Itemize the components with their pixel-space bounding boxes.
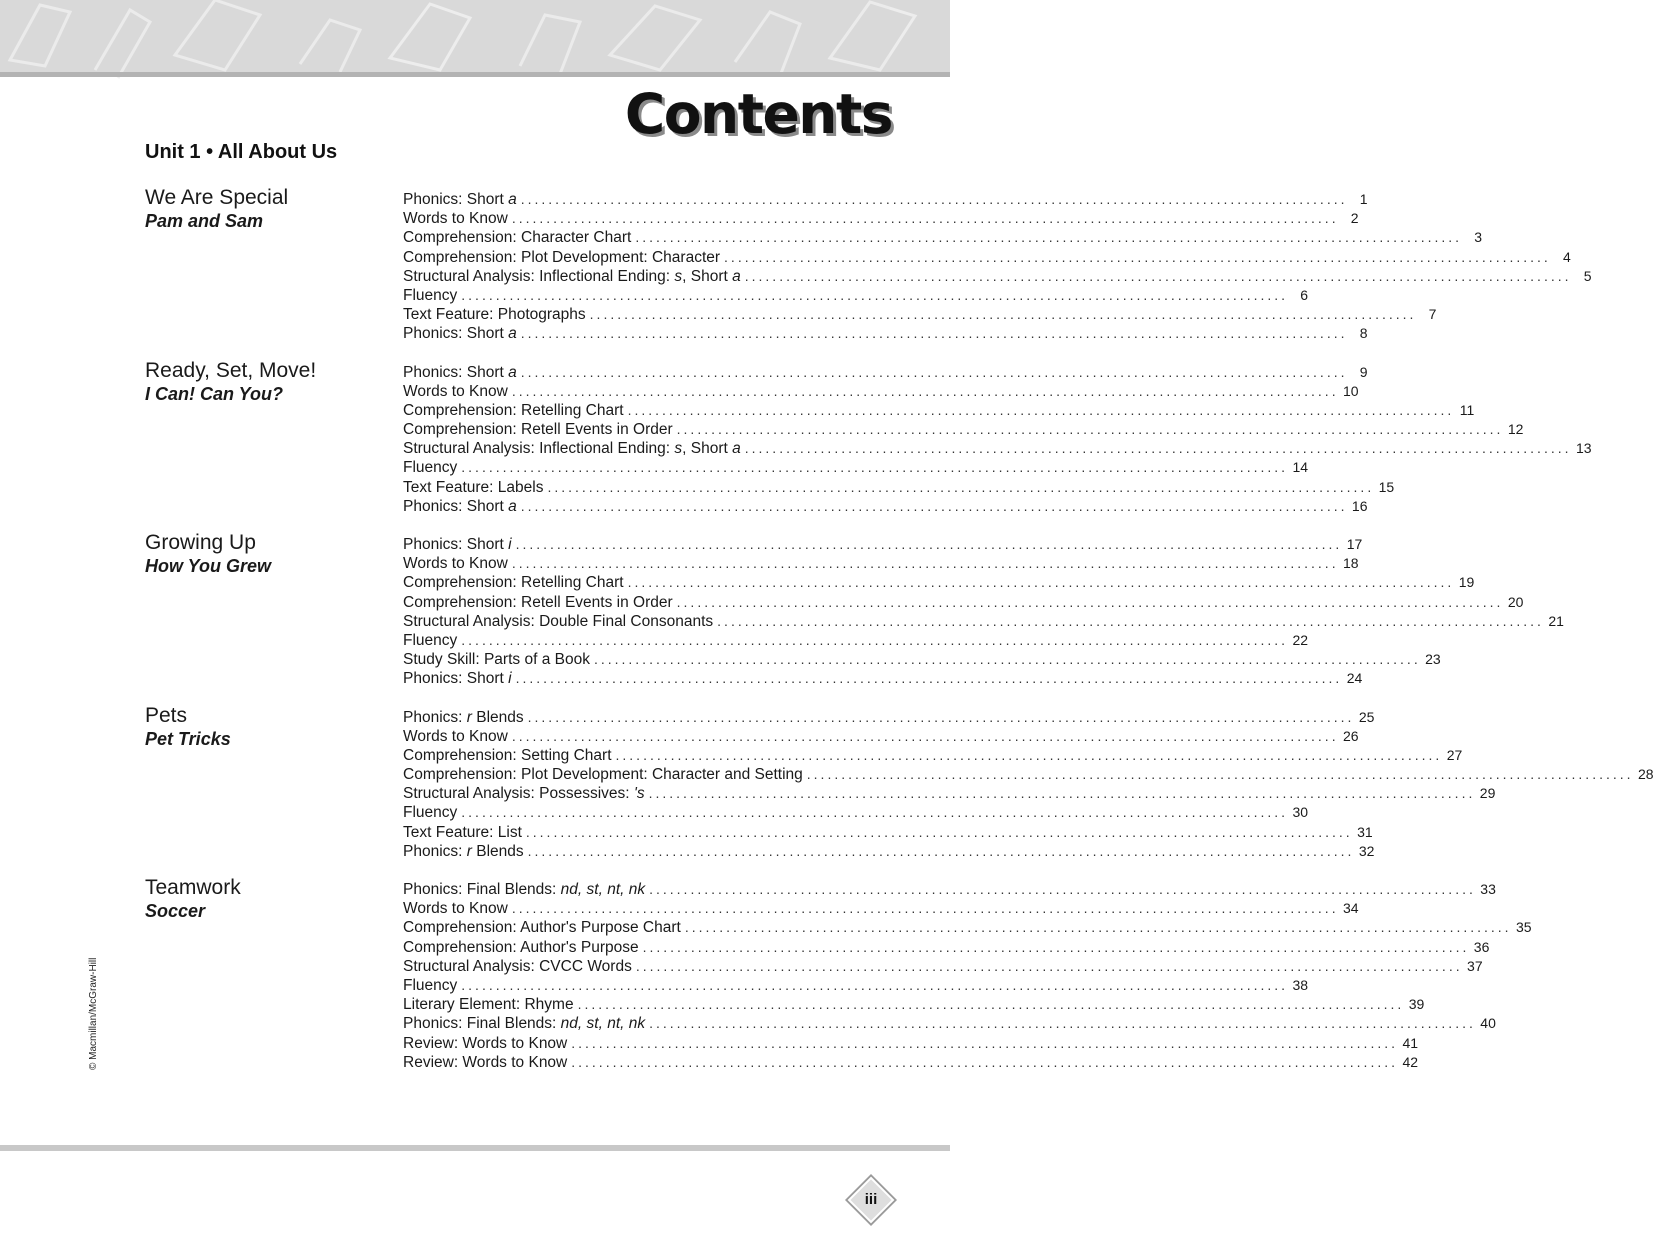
entry-label-text: Fluency: [403, 631, 458, 649]
entry-page-number: 8: [1359, 325, 1368, 342]
entry-label: [403, 650, 590, 669]
contents-entry: [403, 228, 1483, 247]
contents-entry: [403, 401, 1475, 420]
dot-leader: ........................................................................................................................: [717, 612, 1544, 629]
contents-entry: [403, 478, 1395, 497]
section-header: [145, 531, 395, 577]
entry-page-number: 20: [1507, 593, 1524, 610]
contents-entry: [403, 1014, 1496, 1033]
entry-list: [403, 708, 1654, 862]
entry-page-number: 25: [1358, 708, 1375, 725]
contents-entry: [403, 708, 1375, 727]
dot-leader: ........................................................................................................................: [525, 823, 1353, 840]
contents-section: [145, 531, 1564, 704]
entry-label: [403, 1014, 645, 1033]
entry-label-text: Phonics: Short: [403, 363, 509, 381]
entry-label: [403, 746, 612, 765]
entry-label-italic: nd, st, nt, nk: [560, 881, 646, 898]
contents-entry: [403, 995, 1425, 1014]
entry-label-text: Review: Words to Know: [403, 1053, 568, 1071]
entry-label-text: Comprehension: Retell Events in Order: [403, 421, 673, 439]
entry-label-italic: r: [466, 708, 472, 726]
entry-page-number: 17: [1346, 536, 1363, 552]
entry-label-text: Comprehension: Character Chart: [403, 229, 632, 247]
entry-label-text: Phonics: Short: [403, 536, 509, 553]
entry-label-text: Structural Analysis: Inflectional Ending:: [403, 440, 675, 458]
entry-label-text: Structural Analysis: Inflectional Ending:: [403, 267, 675, 285]
contents-entry: [403, 267, 1592, 286]
entry-label: [403, 439, 741, 458]
section-title: Growing Up: [145, 531, 256, 554]
entry-label-text: Phonics: Short: [403, 325, 509, 343]
dot-leader: ........................................................................................................................: [684, 919, 1512, 936]
dot-leader: ........................................................................................................................: [627, 401, 1455, 418]
entry-page-number: 36: [1473, 938, 1490, 955]
entry-page-number: 34: [1343, 900, 1359, 917]
entry-page-number: 33: [1480, 881, 1496, 897]
dot-leader: ........................................................................................................................: [589, 306, 1417, 323]
entry-label-text: Phonics: Final Blends:: [403, 881, 561, 898]
entry-label: [403, 593, 673, 612]
entry-label: [403, 995, 574, 1014]
dot-leader: ........................................................................................................................: [547, 478, 1375, 495]
entry-label-italic: 's: [633, 785, 645, 803]
entry-label-text: Phonics: Short: [403, 497, 509, 515]
entry-label-italic: a: [508, 191, 517, 208]
contents-entry: [403, 880, 1496, 899]
contents-entry: [403, 458, 1309, 477]
section-header: [145, 876, 395, 922]
dot-leader: ........................................................................................................................: [520, 325, 1348, 342]
entry-page-number: 31: [1357, 823, 1373, 840]
story-title: Pet Tricks: [145, 728, 231, 749]
dot-leader: ........................................................................................................................: [461, 804, 1289, 821]
entry-list: [403, 363, 1592, 517]
entry-label: [403, 190, 517, 209]
dot-leader: ........................................................................................................................: [676, 421, 1504, 438]
dot-leader: ........................................................................................................................: [642, 938, 1470, 955]
entry-label-text: Text Feature: Labels: [403, 478, 544, 496]
dot-leader: ........................................................................................................................: [571, 1053, 1399, 1070]
entry-page-number: 35: [1516, 919, 1532, 936]
entry-page-number: 6: [1300, 286, 1309, 303]
contents-entry: [403, 784, 1496, 803]
dot-leader: ........................................................................................................................: [744, 267, 1572, 284]
contents-entry: [403, 727, 1359, 746]
entry-label: [403, 727, 508, 746]
page-number-badge: [843, 1172, 899, 1228]
entry-page-number: 21: [1548, 612, 1564, 629]
entry-label-text: Fluency: [403, 286, 458, 304]
contents-entry: [403, 382, 1359, 401]
entry-label-text: Comprehension: Retelling Chart: [403, 401, 624, 419]
entry-page-number: 29: [1479, 785, 1496, 802]
contents-entry: [403, 631, 1309, 650]
story-title: I Can! Can You?: [145, 383, 284, 404]
entry-page-number: 24: [1346, 670, 1363, 687]
banner-divider: [0, 72, 950, 77]
entry-page-number: 13: [1575, 440, 1592, 457]
entry-page-number: 16: [1351, 497, 1368, 514]
contents-entry: [403, 497, 1368, 516]
dot-leader: ........................................................................................................................: [577, 996, 1405, 1013]
dot-leader: ........................................................................................................................: [520, 497, 1348, 514]
entry-label: [403, 842, 524, 861]
dot-leader: ........................................................................................................................: [461, 459, 1289, 476]
copyright-notice: © Macmillan/McGraw-Hill: [88, 957, 99, 1070]
entry-page-number: 30: [1292, 804, 1309, 821]
dot-leader: ........................................................................................................................: [511, 555, 1339, 572]
contents-entry: [403, 324, 1368, 343]
entry-label: [403, 478, 543, 497]
entry-page-number: 2: [1350, 210, 1359, 227]
dot-leader: ........................................................................................................................: [649, 1015, 1476, 1032]
section-header: [145, 186, 395, 232]
dot-leader: ........................................................................................................................: [744, 440, 1572, 457]
entry-label-text: Comprehension: Author's Purpose: [403, 938, 639, 956]
entry-page-number: 19: [1458, 574, 1475, 591]
entry-label-text: , Short: [682, 440, 733, 458]
entry-label: [403, 305, 586, 324]
entry-label-text: Study Skill: Parts of a Book: [403, 651, 590, 669]
entry-page-number: 32: [1358, 842, 1375, 859]
section-title: Pets: [145, 703, 188, 727]
contents-entry: [403, 823, 1373, 842]
dot-leader: ........................................................................................................................: [676, 593, 1504, 610]
entry-label-text: Structural Analysis: Possessives:: [403, 785, 634, 803]
entry-page-number: 18: [1343, 555, 1359, 572]
entry-page-number: 10: [1343, 382, 1359, 399]
entry-label-italic: nd, st, nt, nk: [560, 1015, 646, 1033]
entry-label-text: Structural Analysis: Double Final Consonants: [403, 612, 714, 630]
dot-leader: ........................................................................................................................: [461, 976, 1289, 993]
contents-entry: [403, 899, 1359, 918]
entry-label: [403, 382, 508, 401]
entry-label: [403, 420, 673, 439]
entry-label-text: Comprehension: Author's Purpose Chart: [403, 919, 681, 937]
dot-leader: ........................................................................................................................: [627, 574, 1455, 591]
contents-entry: [403, 420, 1524, 439]
entry-page-number: 14: [1292, 459, 1309, 476]
dot-leader: ........................................................................................................................: [649, 881, 1476, 897]
contents-entry: [403, 1053, 1419, 1072]
entry-label: [403, 458, 457, 477]
entry-label: [403, 784, 645, 803]
contents-entry: [403, 957, 1483, 976]
entry-label-text: Phonics: Short: [403, 191, 509, 208]
top-banner: [0, 0, 950, 72]
entry-label: [403, 401, 624, 420]
entry-label-text: Phonics: Short: [403, 670, 509, 688]
entry-label-text: Text Feature: List: [403, 823, 522, 841]
contents-section: [145, 876, 1532, 1071]
entry-label: [403, 1053, 567, 1072]
entry-label-text: Structural Analysis: CVCC Words: [403, 957, 632, 975]
contents-entry: [403, 650, 1441, 669]
page-number: iii: [864, 1191, 878, 1208]
entry-label-italic: s: [674, 440, 683, 458]
dot-leader: ........................................................................................................................: [527, 708, 1355, 725]
dot-leader: ........................................................................................................................: [520, 191, 1348, 207]
contents-entry: [403, 209, 1359, 228]
entry-label-text: Comprehension: Setting Chart: [403, 746, 612, 764]
contents-section: [145, 358, 1592, 532]
contents-entry: [403, 286, 1309, 305]
entry-page-number: 12: [1507, 421, 1524, 438]
contents-entry: [403, 363, 1368, 382]
entry-label: [403, 612, 713, 631]
entry-label: [403, 573, 624, 592]
dot-leader: ........................................................................................................................: [511, 900, 1339, 917]
contents-entry: [403, 976, 1309, 995]
entry-list: [403, 535, 1564, 689]
entry-label: [403, 708, 524, 727]
entry-page-number: 38: [1292, 976, 1309, 993]
entry-page-number: 37: [1467, 957, 1483, 974]
entry-page-number: 11: [1459, 401, 1475, 418]
entry-label-italic: i: [508, 536, 512, 553]
entry-page-number: 23: [1425, 651, 1441, 668]
entry-label-text: Comprehension: Retelling Chart: [403, 574, 624, 592]
dot-leader: ........................................................................................................................: [635, 229, 1463, 246]
entry-label: [403, 899, 508, 918]
entry-label-text: Comprehension: Plot Development: Character: [403, 248, 721, 266]
entry-label-text: Review: Words to Know: [403, 1034, 568, 1052]
entry-label-italic: a: [732, 440, 741, 458]
dot-leader: ........................................................................................................................: [635, 957, 1463, 974]
entry-page-number: 22: [1292, 631, 1309, 648]
entry-page-number: 3: [1474, 229, 1483, 246]
entry-page-number: 27: [1446, 746, 1463, 763]
entry-label: [403, 267, 741, 286]
dot-leader: ........................................................................................................................: [571, 1034, 1399, 1051]
entry-label-text: Fluency: [403, 976, 458, 994]
entry-label-italic: a: [508, 325, 517, 343]
entry-label: [403, 209, 508, 228]
contents-entry: [403, 535, 1363, 554]
footer-divider: [0, 1145, 950, 1151]
contents-entry: [403, 918, 1532, 937]
entry-label-text: Text Feature: Photographs: [403, 306, 586, 324]
contents-section: [145, 703, 1654, 877]
entry-label-text: Literary Element: Rhyme: [403, 996, 574, 1014]
entry-list: [403, 190, 1592, 344]
story-title: Pam and Sam: [145, 211, 264, 231]
entry-label-text: Words to Know: [403, 555, 508, 573]
dot-leader: ........................................................................................................................: [527, 842, 1355, 859]
section-title: Teamwork: [145, 876, 241, 899]
entry-label: [403, 286, 457, 305]
dot-leader: ........................................................................................................................: [461, 286, 1289, 303]
entry-label: [403, 1034, 567, 1053]
entry-page-number: 9: [1359, 363, 1368, 380]
entry-label-text: Fluency: [403, 459, 458, 477]
entry-page-number: 7: [1428, 306, 1437, 323]
contents-entry: [403, 305, 1437, 324]
dot-leader: ........................................................................................................................: [511, 727, 1339, 744]
dot-leader: ........................................................................................................................: [724, 248, 1551, 265]
contents-entry: [403, 669, 1363, 688]
entry-label: [403, 363, 517, 382]
entry-label-text: Words to Know: [403, 900, 508, 918]
entry-label: [403, 957, 632, 976]
unit-heading: Unit 1 • All About Us: [145, 141, 338, 163]
contents-entry: [403, 190, 1368, 209]
entry-label-text: Words to Know: [403, 382, 508, 400]
dot-leader: ........................................................................................................................: [648, 785, 1476, 802]
school-supplies-pattern-icon: [0, 0, 950, 72]
entry-label-text: Comprehension: Plot Development: Character and Setting: [403, 766, 803, 784]
entry-label-italic: a: [508, 497, 517, 515]
entry-label-text: Comprehension: Retell Events in Order: [403, 593, 673, 611]
entry-label-text: Fluency: [403, 804, 458, 822]
entry-page-number: 40: [1480, 1015, 1496, 1032]
entry-page-number: 26: [1343, 727, 1359, 744]
contents-entry: [403, 554, 1359, 573]
contents-entry: [403, 765, 1654, 784]
entry-label-text: Words to Know: [403, 210, 508, 228]
entry-label-text: Words to Know: [403, 727, 508, 745]
entry-page-number: 42: [1402, 1053, 1419, 1070]
dot-leader: ........................................................................................................................: [511, 382, 1339, 399]
story-title: Soccer: [145, 901, 206, 921]
entry-label: [403, 765, 803, 784]
contents-entry: [403, 746, 1463, 765]
entry-label-italic: r: [466, 842, 472, 860]
entry-list: [403, 880, 1532, 1072]
dot-leader: ........................................................................................................................: [511, 210, 1339, 227]
entry-label: [403, 631, 457, 650]
entry-page-number: 15: [1378, 478, 1395, 495]
contents-entry: [403, 1034, 1419, 1053]
entry-label-text: Phonics:: [403, 842, 467, 860]
page-title: Contents: [624, 82, 892, 146]
entry-label-text: Blends: [471, 708, 524, 726]
dot-leader: ........................................................................................................................: [515, 536, 1343, 552]
section-header: [145, 359, 395, 405]
entry-label-italic: i: [508, 670, 512, 688]
contents-sections: [145, 186, 1654, 1071]
entry-page-number: 4: [1563, 248, 1571, 265]
dot-leader: ........................................................................................................................: [515, 670, 1343, 687]
entry-label-italic: a: [732, 267, 741, 285]
contents-entry: [403, 593, 1524, 612]
section-title: We Are Special: [145, 186, 289, 209]
dot-leader: ........................................................................................................................: [615, 746, 1443, 763]
section-title: Ready, Set, Move!: [145, 358, 317, 382]
dot-leader: ........................................................................................................................: [593, 651, 1421, 668]
entry-label-text: Blends: [471, 842, 524, 860]
entry-label-italic: s: [674, 267, 683, 285]
section-header: [145, 704, 395, 750]
contents-entry: [403, 248, 1571, 267]
dot-leader: ........................................................................................................................: [520, 363, 1348, 380]
entry-label: [403, 880, 645, 899]
contents-entry: [403, 573, 1475, 592]
dot-leader: ........................................................................................................................: [461, 631, 1289, 648]
entry-label: [403, 228, 631, 247]
entry-label-text: Phonics: Final Blends:: [403, 1015, 561, 1033]
entry-page-number: 39: [1408, 996, 1425, 1013]
entry-label: [403, 938, 639, 957]
entry-label: [403, 497, 517, 516]
entry-label-text: , Short: [682, 267, 733, 285]
contents-entry: [403, 938, 1490, 957]
entry-label: [403, 324, 517, 343]
contents-entry: [403, 803, 1309, 822]
entry-label: [403, 823, 522, 842]
entry-page-number: 28: [1637, 766, 1654, 783]
entry-label-italic: a: [508, 363, 517, 381]
entry-page-number: 41: [1402, 1034, 1419, 1051]
entry-label: [403, 248, 720, 267]
contents-entry: [403, 842, 1375, 861]
contents-entry: [403, 439, 1592, 458]
entry-label: [403, 535, 512, 554]
entry-page-number: 5: [1583, 267, 1592, 284]
dot-leader: ........................................................................................................................: [806, 766, 1634, 783]
story-title: How You Grew: [145, 556, 272, 576]
entry-label: [403, 976, 457, 995]
entry-label-text: Phonics:: [403, 708, 467, 726]
entry-label: [403, 669, 512, 688]
entry-label: [403, 918, 681, 937]
contents-entry: [403, 612, 1564, 631]
contents-section: [145, 186, 1592, 359]
entry-label: [403, 554, 508, 573]
entry-page-number: 1: [1359, 191, 1368, 207]
entry-label: [403, 803, 457, 822]
